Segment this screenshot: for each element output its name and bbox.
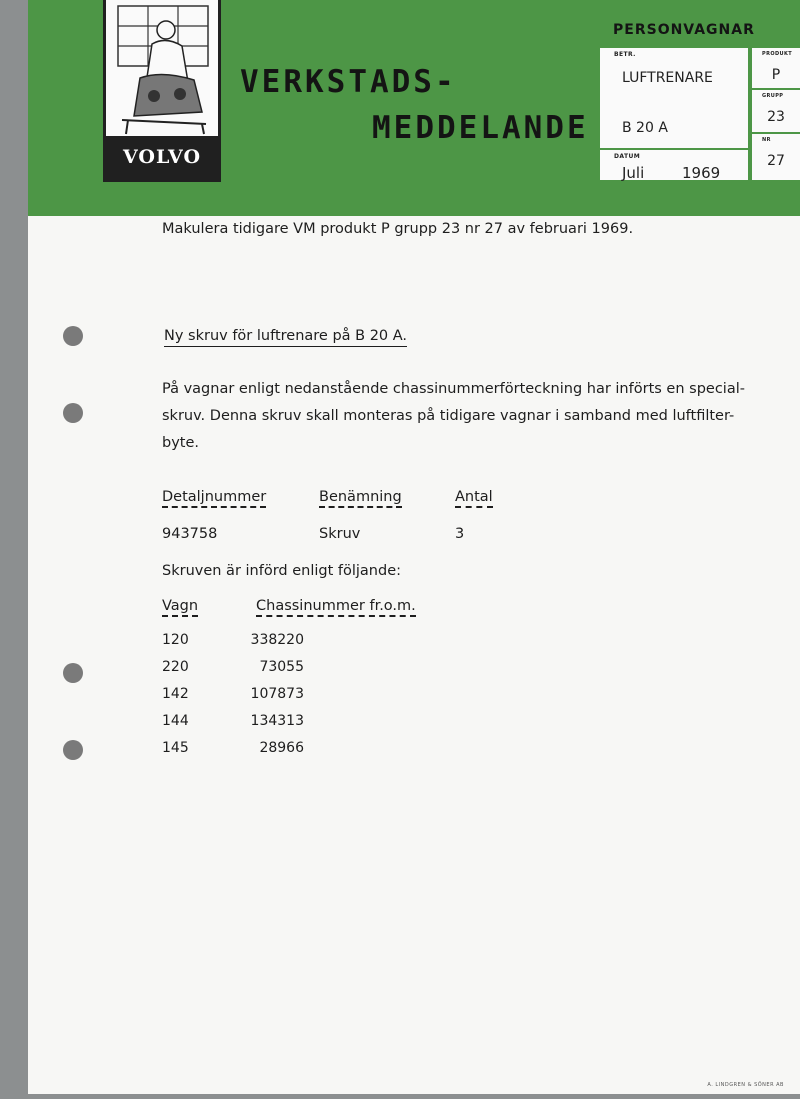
header-text: Detaljnummer	[162, 489, 266, 508]
title-line-2: MEDDELANDE	[372, 110, 589, 146]
grupp-field	[752, 90, 800, 132]
header-text: Chassinummer fr.o.m.	[256, 598, 416, 617]
header-text: Benämning	[319, 489, 402, 508]
grupp-value: 23	[767, 109, 785, 125]
cancellation-notice: Makulera tidigare VM produkt P grupp 23 nr 27 av februari 1969.	[162, 221, 634, 237]
printer-stamp: A. LINDGREN & SÖNER AB	[707, 1082, 784, 1088]
chassis-row-vagn: 120	[162, 632, 189, 648]
mechanic-illustration	[106, 0, 218, 136]
paragraph-line: skruv. Denna skruv skall monteras på tidigare vagnar i samband med luftfilter-	[162, 408, 735, 424]
document-page	[28, 0, 800, 1094]
chassis-row-vagn: 220	[162, 659, 189, 675]
produkt-label: PRODUKT	[762, 51, 793, 57]
betr-value-2: B 20 A	[622, 120, 668, 136]
produkt-value: P	[771, 67, 781, 83]
header-band	[28, 0, 800, 216]
chassis-intro: Skruven är införd enligt följande:	[162, 563, 402, 579]
section-heading	[164, 328, 407, 344]
part-quantity: 3	[455, 526, 465, 542]
chassis-header-vagn	[162, 598, 198, 614]
punch-hole	[63, 740, 83, 760]
parts-header-detaljnummer	[162, 489, 266, 505]
chassis-row-vagn: 145	[162, 740, 189, 756]
section-heading-text: Ny skruv för luftrenare på B 20 A.	[164, 328, 407, 347]
header-text: Antal	[455, 489, 493, 508]
punch-hole	[63, 663, 83, 683]
nr-label: NR	[762, 137, 771, 143]
grupp-label: GRUPP	[762, 93, 784, 99]
punch-hole	[63, 326, 83, 346]
datum-year: 1969	[682, 164, 721, 182]
datum-label: DATUM	[614, 153, 641, 160]
part-number: 943758	[162, 526, 218, 542]
chassis-row-vagn: 144	[162, 713, 189, 729]
chassis-row-number: 28966	[259, 740, 304, 756]
chassis-row-vagn: 142	[162, 686, 189, 702]
chassis-header-chassinummer	[256, 598, 416, 614]
part-name: Skruv	[319, 526, 361, 542]
chassis-row-number: 134313	[250, 713, 304, 729]
header-text: Vagn	[162, 598, 198, 617]
parts-header-antal	[455, 489, 493, 505]
parts-header-benamning	[319, 489, 402, 505]
volvo-logo	[103, 0, 221, 182]
chassis-row-number: 73055	[259, 659, 304, 675]
brand-wordmark: VOLVO	[122, 146, 202, 168]
betr-field	[600, 48, 748, 148]
datum-month: Juli	[622, 164, 645, 182]
category-label: PERSONVAGNAR	[613, 22, 755, 38]
nr-field	[752, 134, 800, 180]
betr-label: BETR.	[614, 51, 636, 58]
paragraph-line: byte.	[162, 435, 200, 451]
chassis-row-number: 107873	[250, 686, 304, 702]
produkt-field	[752, 48, 800, 88]
nr-value: 27	[767, 153, 785, 169]
title-line-1: VERKSTADS-	[240, 64, 457, 100]
punch-hole	[63, 403, 83, 423]
paragraph-line: På vagnar enligt nedanstående chassinummerförteckning har införts en special-	[162, 381, 745, 397]
datum-field	[600, 150, 748, 180]
betr-value-1: LUFTRENARE	[622, 70, 713, 86]
chassis-row-number: 338220	[250, 632, 304, 648]
